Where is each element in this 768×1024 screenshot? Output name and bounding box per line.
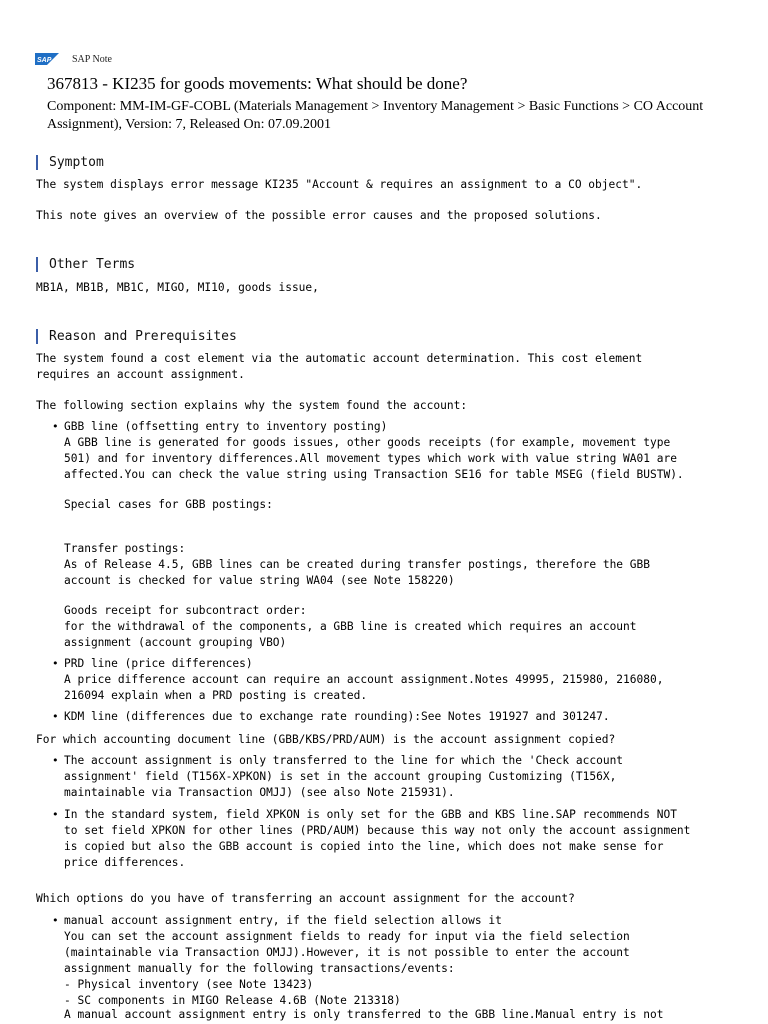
text-line: Which options do you have of transferring an account assignment for the account? [36,892,575,905]
bullet-icon: • [52,657,59,670]
note-component-info [47,98,737,134]
section-marker-icon [36,155,38,170]
section-marker-icon [36,257,38,272]
text-line: maintainable via Transaction OMJJ) (see also Note 215931). [64,786,455,799]
text-line: 216094 explain when a PRD posting is created. [64,689,368,702]
component-line: Component: MM-IM-GF-COBL (Materials Management > Inventory Management > Basic Functions > CO Account [47,99,704,114]
section-heading-other-terms [36,257,135,272]
text-line: requires an account assignment. [36,368,245,381]
text-line: assignment' field (T156X-XPKON) is set in the account grouping Customizing (T156X, [64,770,617,783]
text-line: A GBB line is generated for goods issues, other goods receipts (for example, movement type [64,436,671,449]
text-line: (maintainable via Transaction OMJJ).However, it is not possible to enter the account [64,946,630,959]
text-line: account is checked for value string WA04 (see Note 158220) [64,574,455,587]
text-line: GBB line (offsetting entry to inventory posting) [64,420,388,433]
bullet-icon: • [52,914,59,927]
sap-logo-icon [35,53,59,65]
section-heading-label: Reason and Prerequisites [49,329,237,344]
brand-header [35,52,112,66]
text-line: A price difference account can require an account assignment.Notes 49995, 215980, 216080, [64,673,664,686]
text-line: 501) and for inventory differences.All movement types which work with value string WA01 are [64,452,677,465]
text-line: As of Release 4.5, GBB lines can be created during transfer postings, therefore the GBB [64,558,650,571]
text-line: price differences. [64,856,186,869]
text-line: - SC components in MIGO Release 4.6B (Note 213318) [64,994,401,1007]
text-line: assignment manually for the following transactions/events: [64,962,455,975]
text-line: is copied but also the GBB account is copied into the line, which does not make sense for [64,840,664,853]
text-line: MB1A, MB1B, MB1C, MIGO, MI10, goods issue, [36,281,319,294]
text-line: For which accounting document line (GBB/KBS/PRD/AUM) is the account assignment copied? [36,733,616,746]
text-line: assignment (account grouping VBO) [64,636,287,649]
text-line: KDM line (differences due to exchange rate rounding):See Notes 191927 and 301247. [64,710,610,723]
svg-text:SAP: SAP [37,57,52,64]
text-line: - Physical inventory (see Note 13423) [64,978,314,991]
text-line: You can set the account assignment fields to ready for input via the field selection [64,930,630,943]
bullet-icon: • [52,754,59,767]
text-line: The system found a cost element via the automatic account determination. This cost element [36,352,643,365]
text-line: PRD line (price differences) [64,657,253,670]
text-line: Goods receipt for subcontract order: [64,604,307,617]
text-line: Special cases for GBB postings: [64,498,273,511]
component-line: Assignment), Version: 7, Released On: 07.09.2001 [47,117,331,132]
text-line: to set field XPKON for other lines (PRD/AUM) because this way not only the account assignment [64,824,691,837]
note-title: 367813 - KI235 for goods movements: What should be done? [47,74,468,93]
text-line: for the withdrawal of the components, a GBB line is created which requires an account [64,620,637,633]
text-line: Transfer postings: [64,542,186,555]
section-heading-symptom [36,155,104,170]
text-line: A manual account assignment entry is only transferred to the GBB line.Manual entry is not [64,1008,664,1021]
section-heading-label: Symptom [49,155,104,170]
section-marker-icon [36,329,38,344]
section-heading-reason [36,329,237,344]
text-line: The following section explains why the system found the account: [36,399,468,412]
text-line: The system displays error message KI235 "Account & requires an assignment to a CO object". [36,178,643,191]
text-line: manual account assignment entry, if the field selection allows it [64,914,502,927]
bullet-icon: • [52,710,59,723]
text-line: In the standard system, field XPKON is only set for the GBB and KBS line.SAP recommends NOT [64,808,677,821]
bullet-icon: • [52,420,59,433]
section-heading-label: Other Terms [49,257,136,272]
text-line: The account assignment is only transferred to the line for which the 'Check account [64,754,624,767]
bullet-icon: • [52,808,59,821]
brand-label: SAP Note [72,53,112,65]
text-line: affected.You can check the value string using Transaction SE16 for table MSEG (field BUSTW). [64,468,684,481]
text-line: This note gives an overview of the possible error causes and the proposed solutions. [36,209,602,222]
